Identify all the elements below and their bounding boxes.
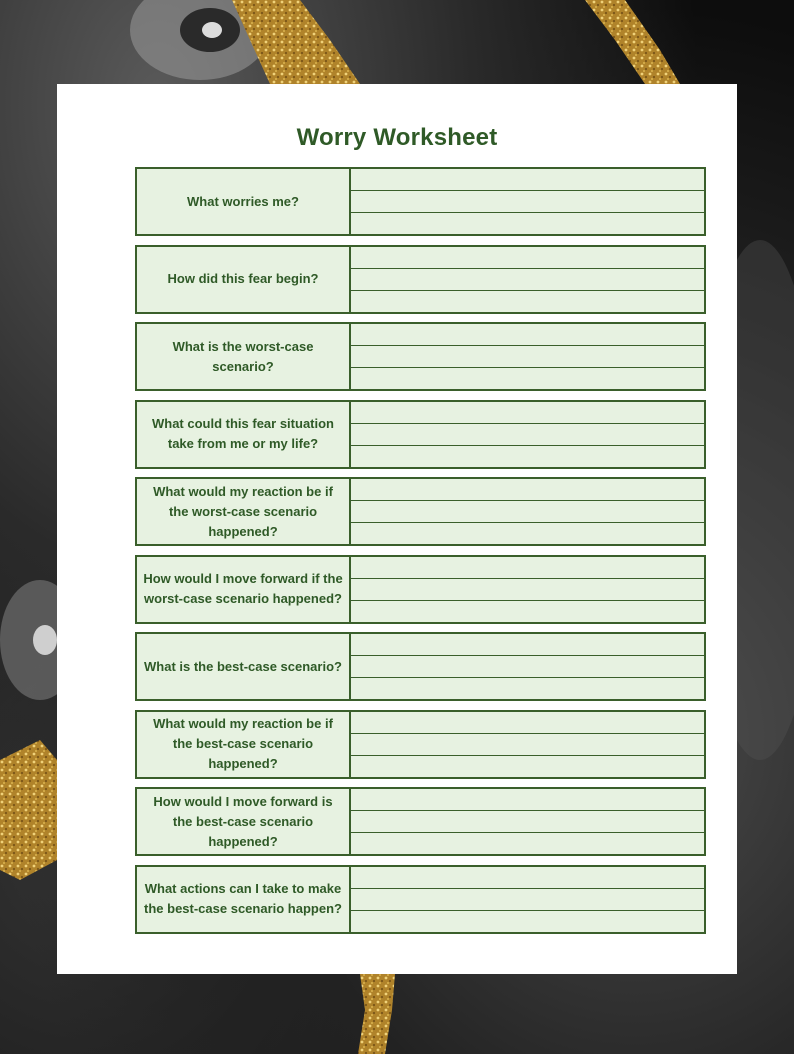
answer-line[interactable] bbox=[351, 346, 704, 368]
table-row bbox=[135, 400, 706, 469]
answer-line[interactable] bbox=[351, 867, 704, 889]
answer-area[interactable] bbox=[351, 169, 704, 234]
answer-line[interactable] bbox=[351, 191, 704, 213]
question-label: What would my reaction be if the worst-case scenario happened? bbox=[137, 479, 351, 544]
table-row bbox=[135, 167, 706, 236]
answer-line[interactable] bbox=[351, 523, 704, 544]
answer-area[interactable] bbox=[351, 634, 704, 699]
question-label: What is the worst-case scenario? bbox=[137, 324, 351, 389]
answer-line[interactable] bbox=[351, 213, 704, 234]
answer-line[interactable] bbox=[351, 579, 704, 601]
table-row bbox=[135, 632, 706, 701]
answer-area[interactable] bbox=[351, 557, 704, 622]
table-row bbox=[135, 865, 706, 934]
question-label: How would I move forward is the best-case scenario happened? bbox=[137, 789, 351, 854]
answer-area[interactable] bbox=[351, 402, 704, 467]
answer-line[interactable] bbox=[351, 756, 704, 777]
answer-line[interactable] bbox=[351, 247, 704, 269]
answer-line[interactable] bbox=[351, 402, 704, 424]
answer-line[interactable] bbox=[351, 479, 704, 501]
question-label: What actions can I take to make the best-case scenario happen? bbox=[137, 867, 351, 932]
answer-line[interactable] bbox=[351, 169, 704, 191]
answer-line[interactable] bbox=[351, 789, 704, 811]
table-row bbox=[135, 322, 706, 391]
question-label: What worries me? bbox=[137, 169, 351, 234]
question-label: How would I move forward if the worst-case scenario happened? bbox=[137, 557, 351, 622]
answer-line[interactable] bbox=[351, 291, 704, 312]
question-label: What is the best-case scenario? bbox=[137, 634, 351, 699]
answer-line[interactable] bbox=[351, 889, 704, 911]
question-label: What could this fear situation take from me or my life? bbox=[137, 402, 351, 467]
question-label: How did this fear begin? bbox=[137, 247, 351, 312]
answer-line[interactable] bbox=[351, 446, 704, 467]
table-row bbox=[135, 245, 706, 314]
answer-line[interactable] bbox=[351, 501, 704, 523]
question-table bbox=[135, 167, 706, 942]
answer-area[interactable] bbox=[351, 479, 704, 544]
answer-line[interactable] bbox=[351, 324, 704, 346]
answer-line[interactable] bbox=[351, 557, 704, 579]
answer-area[interactable] bbox=[351, 867, 704, 932]
table-row bbox=[135, 710, 706, 779]
answer-line[interactable] bbox=[351, 601, 704, 622]
answer-line[interactable] bbox=[351, 269, 704, 291]
answer-line[interactable] bbox=[351, 734, 704, 756]
answer-area[interactable] bbox=[351, 712, 704, 777]
answer-line[interactable] bbox=[351, 911, 704, 932]
answer-line[interactable] bbox=[351, 833, 704, 854]
answer-area[interactable] bbox=[351, 324, 704, 389]
page-title: Worry Worksheet bbox=[296, 124, 498, 151]
answer-area[interactable] bbox=[351, 789, 704, 854]
answer-area[interactable] bbox=[351, 247, 704, 312]
table-row bbox=[135, 555, 706, 624]
answer-line[interactable] bbox=[351, 656, 704, 678]
table-row bbox=[135, 477, 706, 546]
answer-line[interactable] bbox=[351, 678, 704, 699]
table-row bbox=[135, 787, 706, 856]
answer-line[interactable] bbox=[351, 811, 704, 833]
answer-line[interactable] bbox=[351, 712, 704, 734]
worksheet-page bbox=[57, 84, 737, 974]
answer-line[interactable] bbox=[351, 368, 704, 389]
answer-line[interactable] bbox=[351, 424, 704, 446]
answer-line[interactable] bbox=[351, 634, 704, 656]
question-label: What would my reaction be if the best-case scenario happened? bbox=[137, 712, 351, 777]
